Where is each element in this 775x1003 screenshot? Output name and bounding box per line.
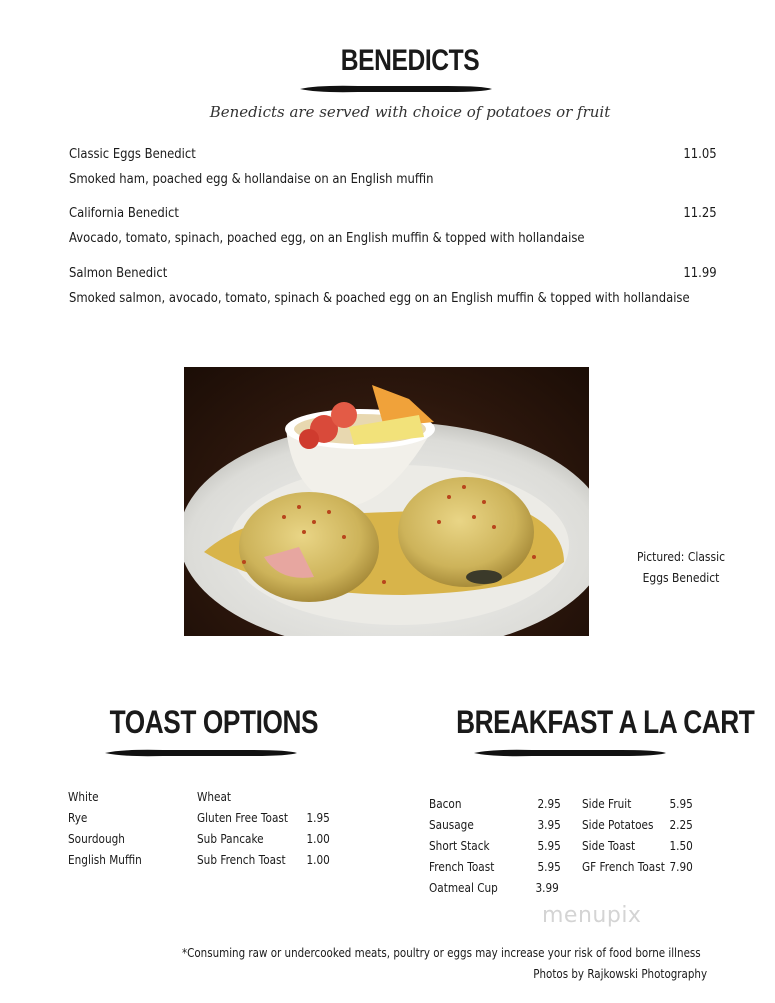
benedicts-title: BENEDICTS <box>340 44 480 77</box>
toast-option: English Muffin <box>68 852 142 867</box>
benedict-item-name: Classic Eggs Benedict <box>69 146 196 162</box>
alacart-item: Oatmeal Cup <box>429 880 498 895</box>
benedict-item-description: Avocado, tomato, spinach, poached egg, on an English muffin & topped with hollandaise <box>69 230 585 246</box>
menupix-watermark: menupix <box>542 903 642 928</box>
benedicts-brush-underline <box>298 83 494 95</box>
alacart-item-price: 5.95 <box>537 838 561 853</box>
toast-option: Wheat <box>197 789 232 804</box>
photo-credit: Photos by Rajkowski Photography <box>533 967 707 981</box>
benedict-item-price: 11.99 <box>683 265 717 281</box>
plate-illustration <box>184 367 589 636</box>
benedicts-subtitle: Benedicts are served with choice of potatoes or fruit <box>209 103 611 121</box>
alacart-item: Bacon <box>429 796 462 811</box>
alacart-item: Short Stack <box>429 838 490 853</box>
photo-caption-line: Pictured: Classic <box>636 549 726 564</box>
alacart-item: Side Potatoes <box>582 817 654 832</box>
benedict-item-price: 11.25 <box>683 205 717 221</box>
alacart-item: GF French Toast <box>582 859 665 874</box>
alacart-item-price: 5.95 <box>537 859 561 874</box>
toast-brush-underline <box>103 747 299 759</box>
photo-caption <box>634 546 729 588</box>
toast-option-price: 1.00 <box>306 852 330 867</box>
alacart-item: Sausage <box>429 817 474 832</box>
benedict-item-description: Smoked ham, poached egg & hollandaise on an English muffin <box>69 171 434 187</box>
toast-option-price: 1.00 <box>306 831 330 846</box>
benedict-item-price: 11.05 <box>683 146 717 162</box>
eggs-benedict-photo <box>184 367 589 636</box>
alacart-item-price: 1.50 <box>669 838 693 853</box>
toast-option: Sub Pancake <box>197 831 264 846</box>
photo-caption-line: Eggs Benedict <box>642 570 720 585</box>
benedict-item-name: Salmon Benedict <box>69 265 168 281</box>
toast-option-price: 1.95 <box>306 810 330 825</box>
alacart-item: French Toast <box>429 859 495 874</box>
toast-option: Gluten Free Toast <box>197 810 288 825</box>
alacart-item-price: 5.95 <box>669 796 693 811</box>
alacart-item: Side Toast <box>582 838 636 853</box>
breakfast-a-la-cart-title: BREAKFAST A LA CART <box>456 704 755 740</box>
benedict-item-description: Smoked salmon, avocado, tomato, spinach & poached egg on an English muffin & topped with hollandaise <box>69 290 690 306</box>
alacart-brush-underline <box>472 747 668 759</box>
food-safety-disclaimer: *Consuming raw or undercooked meats, poultry or eggs may increase your risk of food borne illness <box>182 946 701 960</box>
toast-option: Sub French Toast <box>197 852 286 867</box>
alacart-item-price: 7.90 <box>669 859 693 874</box>
toast-options-title: TOAST OPTIONS <box>109 704 319 740</box>
toast-option: Sourdough <box>68 831 125 846</box>
alacart-item-price: 3.99 <box>535 880 559 895</box>
benedict-item-name: California Benedict <box>69 205 179 221</box>
alacart-item-price: 3.95 <box>537 817 561 832</box>
alacart-item-price: 2.95 <box>537 796 561 811</box>
toast-option: White <box>68 789 99 804</box>
alacart-item-price: 2.25 <box>669 817 693 832</box>
alacart-item: Side Fruit <box>582 796 632 811</box>
toast-option: Rye <box>68 810 88 825</box>
